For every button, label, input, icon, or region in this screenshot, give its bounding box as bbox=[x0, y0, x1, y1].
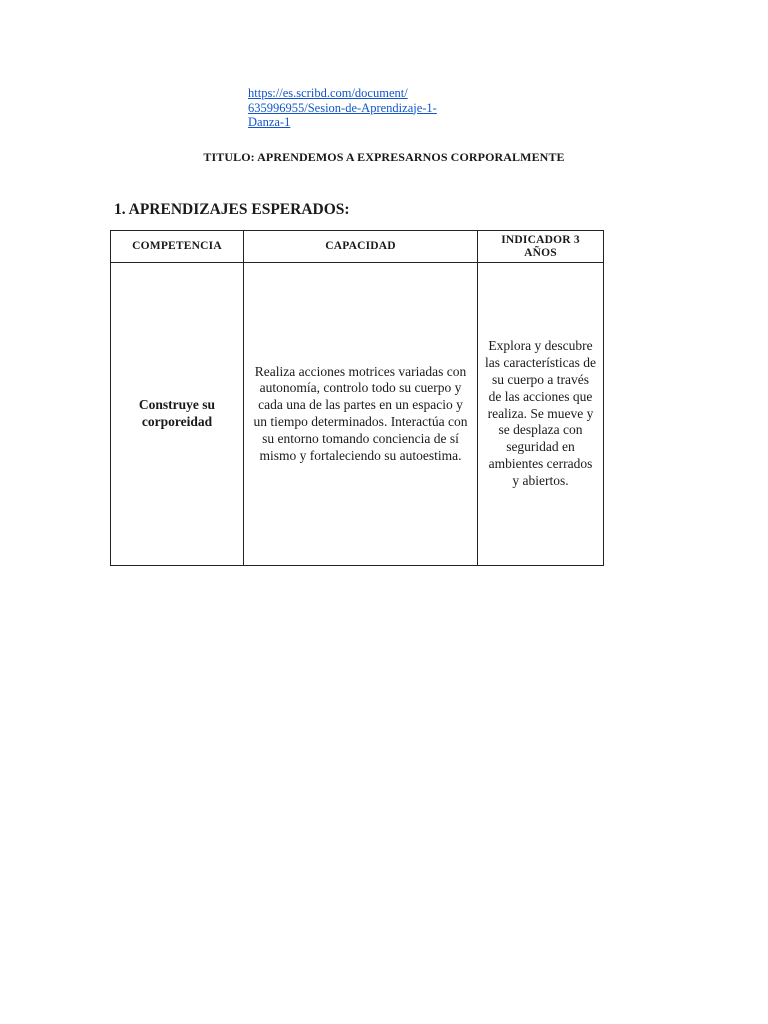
source-url-line-1[interactable]: https://es.scribd.com/document/ bbox=[248, 86, 408, 100]
table-row bbox=[111, 263, 604, 566]
expected-learning-table bbox=[110, 230, 604, 566]
source-url-link[interactable] bbox=[248, 86, 458, 130]
source-url-line-3[interactable]: Danza-1 bbox=[248, 115, 291, 129]
section-heading: 1. APRENDIZAJES ESPERADOS: bbox=[114, 201, 350, 218]
cell-indicador: Explora y descubre las características de su cuerpo a través de las acciones que realiza. Se mueve y se desplaza con seguridad en ambientes cerrados y abiertos. bbox=[478, 263, 604, 566]
table-header-row bbox=[111, 231, 604, 263]
cell-competencia: Construye su corporeidad bbox=[111, 263, 244, 566]
header-capacidad: CAPACIDAD bbox=[244, 231, 478, 263]
header-indicador: INDICADOR 3 AÑOS bbox=[478, 231, 604, 263]
cell-capacidad: Realiza acciones motrices variadas con autonomía, controlo todo su cuerpo y cada una de las partes en un espacio y un tiempo determinados. Interactúa con su entorno tomando conciencia de sí mismo y fortaleciendo su autoestima. bbox=[244, 263, 478, 566]
document-title: TITULO: APRENDEMOS A EXPRESARNOS CORPORALMENTE bbox=[203, 150, 565, 164]
header-competencia: COMPETENCIA bbox=[111, 231, 244, 263]
source-url-line-2[interactable]: 635996955/Sesion-de-Aprendizaje-1- bbox=[248, 100, 437, 115]
